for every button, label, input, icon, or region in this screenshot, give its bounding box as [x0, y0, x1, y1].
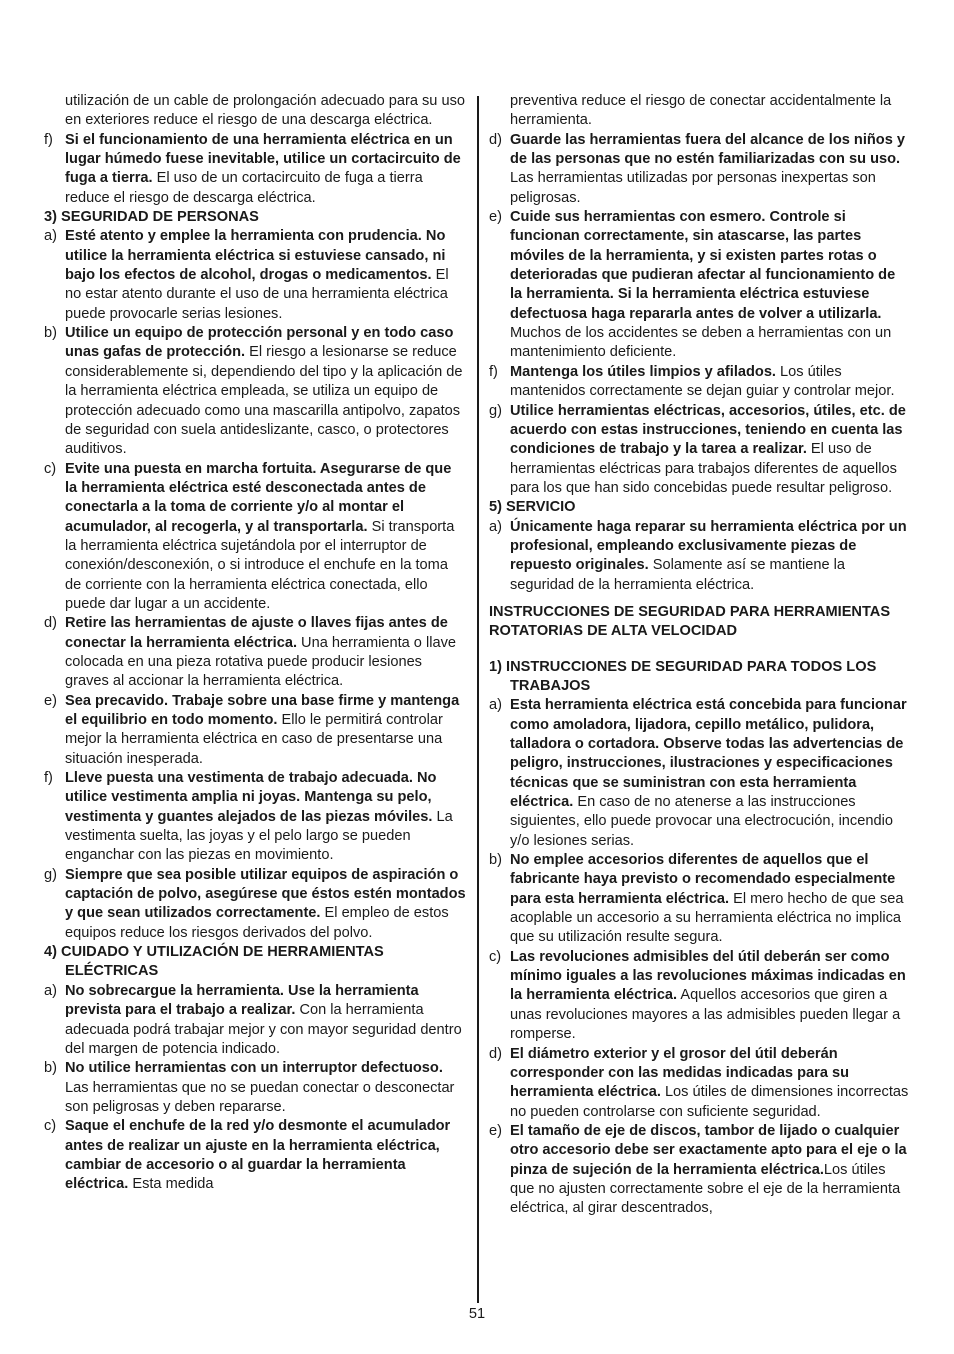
item-bold-text: Cuide sus herramientas con esmero. Controle si funcionan correctamente, sin atascarse, las partes móviles de la herramienta, y si existen partes rotas o deterioradas que pudieran afectar al funcionamiento de la herramienta. Si la herramienta eléctrica estuviese defectuosa haga repararla antes de volver a utilizarla.: [510, 209, 896, 322]
list-item: [44, 131, 466, 208]
item-bold-text: Esta herramienta eléctrica está concebida para funcionar como amoladora, lijadora, cepillo metálico, pulidora, talladora o cortadora. Observe todas las advertencias de peligro, instrucciones, ilustraciones y especificaciones técnicas que se suministran con esta herramienta eléctrica.: [510, 697, 907, 811]
item-text: El riesgo a lesionarse se reduce considerablemente si, dependiendo del tipo y la aplicación de la herramienta eléctrica empleada, se utiliza un equipo de protección adecuado como una mascarilla antipolvo, zapatos de seguridad con suela antideslizante, casco, o protectores auditivos.: [65, 344, 463, 458]
section-heading: 4) CUIDADO Y UTILIZACIÓN DE HERRAMIENTAS ELÉCTRICAS: [44, 944, 384, 980]
list-item: [44, 1117, 466, 1194]
continued-text: preventiva reduce el riesgo de conectar accidentalmente la herramienta.: [510, 93, 892, 129]
item-text: Esta medida: [128, 1176, 214, 1193]
item-letter: d): [44, 615, 57, 632]
item-letter: c): [489, 948, 502, 965]
item-bold-text: Guarde las herramientas fuera del alcance de los niños y de las personas que no estén familiarizadas con su uso.: [510, 131, 906, 168]
spacer: [489, 642, 910, 658]
list-item: [489, 402, 910, 499]
main-heading: INSTRUCCIONES DE SEGURIDAD PARA HERRAMIENTAS ROTATORIAS DE ALTA VELOCIDAD: [489, 603, 891, 640]
item-text: Las herramientas utilizadas por personas inexpertas son peligrosas.: [510, 170, 876, 206]
left-column: [44, 92, 466, 1195]
list-item: [489, 1122, 910, 1219]
list-item: [489, 696, 910, 851]
item-bold-text: No utilice herramientas con un interruptor defectuoso.: [65, 1060, 443, 1077]
item-text: Solamente así se mantiene la seguridad de la herramienta eléctrica.: [510, 557, 846, 593]
item-letter: e): [489, 1122, 502, 1139]
section-heading: 1) INSTRUCCIONES DE SEGURIDAD PARA TODOS LOS TRABAJOS: [489, 658, 877, 694]
list-item: [44, 324, 466, 459]
item-text: El uso de herramientas eléctricas para trabajos diferentes de aquellos para los que han sido concebidas puede resultar peligroso.: [510, 441, 897, 496]
item-letter: b): [44, 325, 57, 342]
list-item: [489, 208, 910, 363]
item-bold-text: Sea precavido. Trabaje sobre una base firme y mantenga el equilibrio en todo momento.: [65, 692, 460, 728]
item-bold-text: Lleve puesta una vestimenta de trabajo adecuada. No utilice vestimenta amplia ni joyas. Mantenga su pelo, vestimenta y guantes alejados de las piezas móviles.: [65, 770, 437, 825]
item-bold-text: Únicamente haga reparar su herramienta eléctrica por un profesional, empleando exclusivamente piezas de repuesto originales.: [510, 518, 907, 574]
item-bold-text: Saque el enchufe de la red y/o desmonte el acumulador antes de realizar un ajuste en la herramienta eléctrica, cambiar de accesorio o al guardar la herramienta eléctrica.: [65, 1118, 451, 1193]
item-bold-text: El tamaño de eje de discos, tambor de lijado o cualquier otro accesorio debe ser exactamente apto para el eje o la pinza de sujeción de la herramienta eléctrica.: [510, 1122, 907, 1178]
item-letter: a): [489, 697, 502, 714]
section-heading: 3) SEGURIDAD DE PERSONAS: [44, 209, 259, 226]
list-item: [489, 131, 910, 208]
item-text: Una herramienta o llave colocada en una pieza rotativa puede producir lesiones graves al accionar la herramienta eléctrica.: [65, 634, 456, 690]
list-item: [44, 692, 466, 769]
item-letter: a): [489, 518, 502, 535]
item-text: Los útiles mantenidos correctamente se dejan guiar y controlar mejor.: [510, 363, 895, 400]
item-letter: c): [44, 460, 57, 477]
page-number: 51: [468, 1306, 486, 1322]
item-bold-text: Utilice herramientas eléctricas, accesorios, útiles, etc. de acuerdo con estas instrucciones, teniendo en cuenta las condiciones de trabajo y la tarea a realizar.: [510, 402, 906, 458]
item-letter: g): [489, 402, 502, 419]
right-column: [489, 92, 910, 1219]
section-heading: 5) SERVICIO: [489, 499, 576, 516]
item-text: Las herramientas que no se puedan conectar o desconectar son peligrosas y deben repararse.: [65, 1079, 455, 1115]
item-letter: d): [489, 1045, 502, 1062]
item-letter: f): [489, 363, 498, 380]
item-letter: e): [44, 692, 57, 709]
list-item: [44, 460, 466, 615]
item-bold-text: Las revoluciones admisibles del útil deberán ser como mínimo iguales a las revoluciones máximas indicadas en la herramienta eléctrica.: [510, 948, 906, 1004]
item-letter: e): [489, 209, 502, 226]
list-item: [44, 769, 466, 866]
item-bold-text: Mantenga los útiles limpios y afilados.: [510, 363, 776, 380]
item-text: Los útiles que no ajusten correctamente sobre el eje de la herramienta eléctrica, al girar descentrados,: [510, 1161, 901, 1217]
item-letter: g): [44, 866, 57, 883]
item-text: Muchos de los accidentes se deben a herramientas con un mantenimiento deficiente.: [510, 325, 892, 361]
item-bold-text: Evite una puesta en marcha fortuita. Asegurarse de que la herramienta eléctrica esté desconectada antes de conectarla a la toma de corriente y/o al montar el acumulador, al recogerla, y al transportarla.: [65, 460, 452, 535]
item-text: Los útiles de dimensiones incorrectas no pueden controlarse con suficiente seguridad.: [510, 1084, 909, 1120]
item-text: Con la herramienta adecuada podrá trabajar mejor y con mayor seguridad dentro del margen de potencia indicado.: [65, 1002, 462, 1057]
list-item: [44, 1059, 466, 1117]
item-text: La vestimenta suelta, las joyas y el pelo largo se pueden enganchar con las piezas en movimiento.: [65, 808, 453, 864]
item-letter: a): [44, 982, 57, 999]
item-text: El mero hecho de que sea acoplable un accesorio a su herramienta eléctrica no implica que su utilización resulte segura.: [510, 890, 904, 946]
item-letter: c): [44, 1118, 57, 1135]
list-item: [44, 866, 466, 943]
item-bold-text: No sobrecargue la herramienta. Use la herramienta prevista para el trabajo a realizar.: [65, 982, 419, 1019]
item-bold-text: Si el funcionamiento de una herramienta eléctrica en un lugar húmedo fuese inevitable, utilice un cortacircuito de fuga a tierra.: [65, 131, 461, 187]
item-text: Aquellos accesorios que giren a unas revoluciones mayores a las admisibles pueden llegar a romperse.: [510, 987, 901, 1043]
list-item: [44, 982, 466, 1059]
list-item: [489, 851, 910, 948]
item-text: En caso de no atenerse a las instrucciones siguientes, ello puede provocar una electrocución, incendio y/o lesiones serias.: [510, 794, 893, 849]
item-letter: b): [489, 852, 502, 869]
list-item: [489, 363, 910, 402]
list-item: [489, 518, 910, 595]
item-letter: f): [44, 131, 53, 148]
item-letter: f): [44, 770, 53, 787]
list-item: [489, 948, 910, 1045]
list-item: [489, 1045, 910, 1122]
item-text: El no estar atento durante el uso de una herramienta eléctrica puede provocarle serias lesiones.: [65, 267, 449, 322]
item-bold-text: Siempre que sea posible utilizar equipos de aspiración o captación de polvo, asegúrese que éstos estén montados y que sean utilizados correctamente.: [65, 866, 466, 922]
column-divider: [477, 96, 479, 1303]
item-text: El uso de un cortacircuito de fuga a tierra reduce el riesgo de descarga eléctrica.: [65, 170, 423, 206]
item-text: El empleo de estos equipos reduce los riesgos derivados del polvo.: [65, 905, 449, 941]
item-bold-text: Retire las herramientas de ajuste o llaves fijas antes de conectar la herramienta eléctrica.: [65, 615, 448, 651]
item-letter: b): [44, 1060, 57, 1077]
item-text: Si transporta la herramienta eléctrica sujetándola por el interruptor de conexión/desconexión, o si introduce el enchufe en la toma de corriente con la herramienta eléctrica conectada, ello puede dar lugar a un accidente.: [65, 518, 455, 612]
item-bold-text: Esté atento y emplee la herramienta con prudencia. No utilice la herramienta eléctrica si estuviese cansado, ni bajo los efectos de alcohol, drogas o medicamentos.: [65, 228, 446, 284]
item-letter: d): [489, 131, 502, 148]
item-bold-text: El diámetro exterior y el grosor del útil deberán corresponder con las medidas indicadas para su herramienta eléctrica.: [510, 1045, 850, 1101]
continued-text: utilización de un cable de prolongación adecuado para su uso en exteriores reduce el riesgo de una descarga eléctrica.: [65, 93, 465, 129]
item-text: Ello le permitirá controlar mejor la herramienta eléctrica en caso de presentarse una situación inesperada.: [65, 712, 443, 767]
item-bold-text: No emplee accesorios diferentes de aquellos que el fabricante haya previsto o recomendado especialmente para esta herramienta eléctrica.: [510, 852, 896, 907]
list-item: [44, 227, 466, 324]
item-bold-text: Utilice un equipo de protección personal y en todo caso unas gafas de protección.: [65, 325, 454, 361]
item-letter: a): [44, 228, 57, 245]
list-item: [44, 614, 466, 691]
